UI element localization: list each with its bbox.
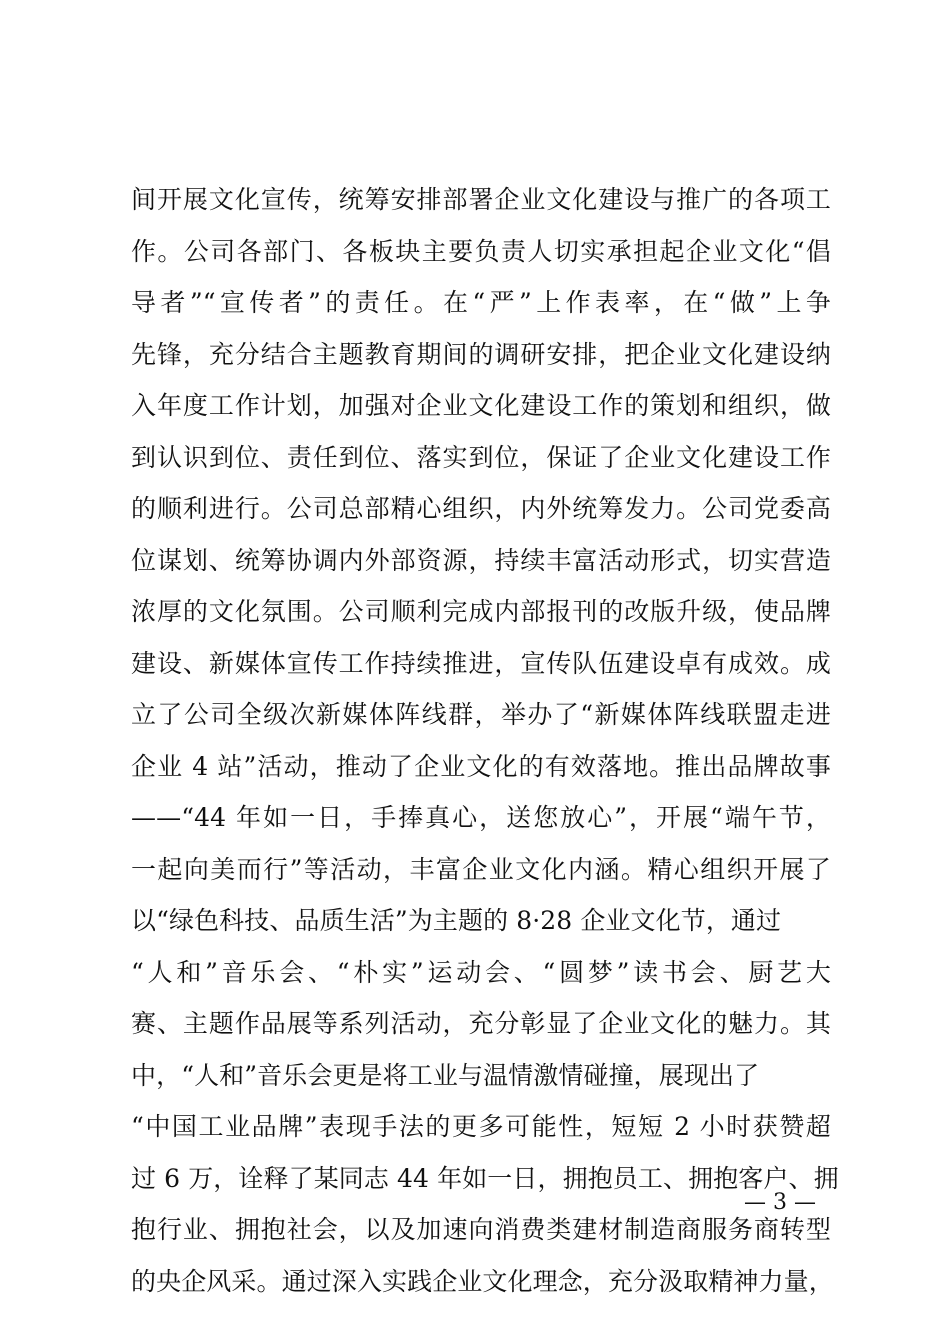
text-line: ——“44 年如一日，手捧真心，送您放心”，开展“端午节， [131,803,831,832]
text-line: 企业 4 站”活动，推动了企业文化的有效落地。推出品牌故事 [131,751,831,781]
text-line: 以“绿色科技、品质生活”为主题的 8·28 企业文化节，通过 [131,906,782,935]
text-line: 的央企风采。通过深入实践企业文化理念，充分汲取精神力量， [131,1266,834,1296]
body-paragraph [131,174,839,1307]
text-line: 间开展文化宣传，统筹安排部署企业文化建设与推广的各项工 [131,185,831,214]
text-line: 位谋划、统筹协调内外部资源，持续丰富活动形式，切实营造 [131,545,831,575]
text-line: 过 6 万，诠释了某同志 44 年如一日，拥抱员工、拥抱客户、拥 [131,1163,839,1193]
text-line: 浓厚的文化氛围。公司顺利完成内部报刊的改版升级，使品牌 [131,597,831,626]
text-line: 到认识到位、责任到位、落实到位，保证了企业文化建设工作 [131,442,831,472]
text-line: 中，“人和”音乐会更是将工业与温情激情碰撞，展现出了 [131,1060,760,1090]
text-line: 一起向美而行”等活动，丰富企业文化内涵。精心组织开展了 [131,854,831,884]
text-line: “人和”音乐会、“朴实”运动会、“圆梦”读书会、厨艺大 [131,957,831,987]
text-line: 导者”“宣传者”的责任。在“严”上作表率，在“做”上争 [131,288,831,317]
text-line: 作。公司各部门、各板块主要负责人切实承担起企业文化“倡 [131,236,831,266]
text-line: 赛、主题作品展等系列活动，充分彰显了企业文化的魅力。其 [131,1009,831,1038]
text-line: 的顺利进行。公司总部精心组织，内外统筹发力。公司党委高 [131,494,831,523]
text-line: 建设、新媒体宣传工作持续推进，宣传队伍建设卓有成效。成 [131,648,831,678]
text-line: 入年度工作计划，加强对企业文化建设工作的策划和组织，做 [131,391,831,420]
text-line: 先锋，充分结合主题教育期间的调研安排，把企业文化建设纳 [131,339,831,369]
text-line: 抱行业、拥抱社会，以及加速向消费类建材制造商服务商转型 [131,1215,831,1244]
text-line: “中国工业品牌”表现手法的更多可能性，短短 2 小时获赞超 [131,1112,831,1141]
text-line: 立了公司全级次新媒体阵线群，举办了“新媒体阵线联盟走进 [131,700,831,729]
page-number: — 3 — [744,1190,816,1215]
